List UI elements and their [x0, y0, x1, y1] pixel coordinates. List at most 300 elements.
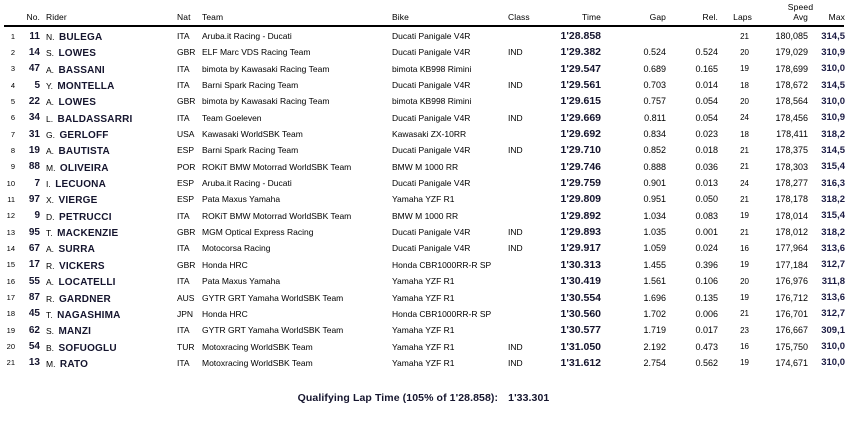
- position-cell: 13: [6, 227, 15, 237]
- bike-cell: Yamaha YZF R1: [392, 194, 455, 205]
- table-row: [0, 60, 847, 76]
- table-row: [0, 125, 847, 141]
- team-cell: GYTR GRT Yamaha WorldSBK Team: [202, 325, 344, 336]
- team-cell: Kawasaki WorldSBK Team: [202, 129, 303, 140]
- rider-cell: [40, 354, 174, 372]
- rider-initial: M.: [46, 358, 56, 369]
- relative-gap-cell: 0.006: [695, 308, 718, 319]
- laps-cell: 21: [740, 194, 749, 204]
- rider-surname: LECUONA: [55, 179, 107, 191]
- rider-cell: [40, 272, 174, 290]
- max-speed-cell: 313,6: [821, 242, 845, 254]
- rider-cell: [40, 60, 174, 78]
- max-speed-cell: 316,3: [821, 177, 845, 189]
- position-cell: 3: [10, 64, 15, 74]
- table-row: [0, 141, 847, 157]
- avg-speed-cell: 178,456: [775, 112, 808, 123]
- col-header-team: Team: [202, 12, 224, 22]
- rider-cell: [40, 125, 174, 143]
- col-header-laps: Laps: [733, 12, 752, 22]
- team-cell: Aruba.it Racing - Ducati: [202, 31, 292, 41]
- laps-cell: 16: [740, 243, 749, 253]
- nationality-cell: USA: [177, 129, 195, 140]
- rider-cell: [40, 223, 174, 241]
- avg-speed-cell: 176,701: [775, 308, 808, 319]
- nationality-cell: GBR: [177, 259, 196, 270]
- gap-cell: 2.192: [643, 341, 666, 352]
- rider-cell: [40, 207, 174, 225]
- lap-time-cell: 1'29.561: [560, 79, 601, 92]
- nationality-cell: GBR: [177, 227, 196, 238]
- rider-initial: A.: [46, 277, 55, 288]
- lap-time-cell: 1'29.669: [560, 111, 601, 124]
- lap-time-cell: 1'29.692: [560, 128, 601, 141]
- lap-time-cell: 1'29.382: [560, 46, 601, 59]
- lap-time-cell: 1'30.419: [560, 275, 601, 288]
- bike-cell: Honda CBR1000RR-R SP: [392, 259, 492, 270]
- laps-cell: 19: [740, 211, 749, 221]
- table-row: [0, 207, 847, 223]
- gap-cell: 0.834: [643, 129, 666, 140]
- max-speed-cell: 310,9: [821, 112, 845, 124]
- position-cell: 2: [10, 47, 15, 57]
- relative-gap-cell: 0.083: [695, 210, 718, 221]
- rider-surname: NAGASHIMA: [57, 309, 121, 321]
- relative-gap-cell: 0.036: [695, 161, 718, 172]
- col-header-rider: Rider: [46, 12, 67, 22]
- lap-time-cell: 1'29.746: [560, 160, 601, 173]
- rider-initial: D.: [46, 211, 55, 222]
- laps-cell: 24: [740, 178, 749, 188]
- max-speed-cell: 309,1: [821, 324, 845, 336]
- bike-number-cell: 54: [28, 341, 40, 353]
- relative-gap-cell: 0.165: [695, 63, 718, 74]
- position-cell: 10: [6, 178, 15, 188]
- relative-gap-cell: 0.018: [695, 145, 718, 156]
- rider-cell: [40, 321, 174, 339]
- bike-number-cell: 67: [28, 242, 40, 254]
- avg-speed-cell: 178,012: [775, 227, 808, 238]
- max-speed-cell: 310,0: [821, 357, 845, 369]
- bike-cell: bimota KB998 Rimini: [392, 63, 472, 74]
- rider-surname: PETRUCCI: [58, 211, 112, 223]
- speed-group-band: [0, 0, 847, 12]
- position-cell: 21: [6, 358, 15, 368]
- rider-cell: [40, 43, 174, 61]
- bike-cell: Yamaha YZF R1: [392, 276, 455, 287]
- table-row: [0, 27, 847, 43]
- bike-cell: Ducati Panigale V4R: [392, 80, 471, 91]
- col-header-nat: Nat: [177, 12, 191, 22]
- lap-time-cell: 1'29.759: [560, 177, 601, 190]
- bike-cell: Ducati Panigale V4R: [392, 243, 471, 254]
- qualifying-lap-time-value: 1'33.301: [508, 392, 550, 404]
- team-cell: Team Goeleven: [202, 112, 262, 123]
- rider-surname: VIERGE: [58, 195, 98, 207]
- relative-gap-cell: 0.054: [695, 96, 718, 107]
- qualifying-lap-time-label: Qualifying Lap Time (105% of 1'28.858):: [297, 392, 499, 404]
- avg-speed-cell: 178,014: [775, 210, 808, 221]
- bike-cell: Ducati Panigale V4R: [392, 112, 471, 123]
- bike-number-cell: 55: [28, 275, 40, 287]
- max-speed-cell: 310,9: [821, 46, 845, 58]
- laps-cell: 21: [740, 162, 749, 172]
- rider-cell: [40, 338, 174, 356]
- gap-cell: 1.719: [643, 325, 666, 336]
- bike-cell: Kawasaki ZX-10RR: [392, 129, 467, 140]
- qualifying-lap-time-note: [0, 392, 847, 404]
- rider-initial: S.: [46, 48, 55, 59]
- lap-time-cell: 1'29.615: [560, 95, 601, 108]
- col-header-avg: Avg: [793, 12, 808, 22]
- bike-cell: Yamaha YZF R1: [392, 341, 455, 352]
- bike-number-cell: 11: [29, 30, 40, 42]
- relative-gap-cell: 0.017: [695, 325, 718, 336]
- nationality-cell: JPN: [177, 308, 194, 319]
- bike-cell: Ducati Panigale V4R: [392, 31, 471, 41]
- table-row: [0, 321, 847, 337]
- class-cell: IND: [508, 80, 523, 91]
- col-header-max: Max: [828, 12, 845, 22]
- rider-surname: BAUTISTA: [58, 146, 110, 158]
- rider-cell: [40, 76, 174, 94]
- rider-initial: X.: [46, 195, 55, 206]
- team-cell: Motoxracing WorldSBK Team: [202, 341, 313, 352]
- table-row: [0, 239, 847, 255]
- position-cell: 15: [6, 260, 15, 270]
- nationality-cell: ESP: [177, 145, 195, 156]
- position-cell: 6: [10, 113, 15, 123]
- rider-initial: T.: [46, 228, 53, 239]
- lap-time-cell: 1'29.892: [560, 209, 601, 222]
- position-cell: 18: [6, 309, 15, 319]
- bike-cell: Yamaha YZF R1: [392, 357, 455, 368]
- team-cell: Barni Spark Racing Team: [202, 145, 299, 156]
- avg-speed-cell: 178,375: [775, 145, 808, 156]
- rider-initial: A.: [46, 97, 55, 108]
- lap-time-cell: 1'29.809: [560, 193, 601, 206]
- bike-cell: BMW M 1000 RR: [392, 161, 459, 172]
- table-row: [0, 158, 847, 174]
- nationality-cell: ITA: [177, 243, 190, 254]
- class-cell: IND: [508, 357, 523, 368]
- max-speed-cell: 315,4: [821, 161, 845, 173]
- bike-number-cell: 7: [34, 177, 40, 189]
- relative-gap-cell: 0.001: [695, 227, 718, 238]
- team-cell: GYTR GRT Yamaha WorldSBK Team: [202, 292, 344, 303]
- relative-gap-cell: 0.473: [695, 341, 718, 352]
- bike-number-cell: 31: [28, 128, 40, 140]
- rider-surname: BASSANI: [58, 64, 105, 76]
- team-cell: bimota by Kawasaki Racing Team: [202, 96, 330, 107]
- relative-gap-cell: 0.014: [695, 80, 718, 91]
- team-cell: MGM Optical Express Racing: [202, 227, 314, 238]
- rider-surname: SURRA: [58, 244, 96, 256]
- rider-cell: [40, 158, 174, 176]
- table-row: [0, 256, 847, 272]
- rider-initial: Y.: [46, 81, 53, 92]
- col-header-class: Class: [508, 12, 530, 22]
- class-cell: IND: [508, 243, 523, 254]
- position-cell: 8: [10, 145, 15, 155]
- team-cell: Barni Spark Racing Team: [202, 80, 299, 91]
- bike-cell: Yamaha YZF R1: [392, 292, 455, 303]
- avg-speed-cell: 178,277: [775, 178, 808, 189]
- table-row: [0, 92, 847, 108]
- position-cell: 7: [10, 129, 15, 139]
- laps-cell: 19: [740, 358, 749, 368]
- team-cell: ELF Marc VDS Racing Team: [202, 47, 311, 58]
- table-row: [0, 223, 847, 239]
- laps-cell: 21: [740, 145, 749, 155]
- bike-cell: Ducati Panigale V4R: [392, 47, 471, 58]
- bike-number-cell: 19: [28, 144, 40, 156]
- relative-gap-cell: 0.106: [695, 276, 718, 287]
- bike-cell: Ducati Panigale V4R: [392, 227, 471, 238]
- rider-cell: [40, 109, 174, 127]
- position-cell: 14: [6, 243, 15, 253]
- team-cell: Motocorsa Racing: [202, 243, 271, 254]
- column-header-row: [0, 12, 847, 23]
- team-cell: Honda HRC: [202, 308, 248, 319]
- avg-speed-cell: 178,564: [775, 96, 808, 107]
- position-cell: 20: [6, 342, 15, 352]
- max-speed-cell: 314,5: [821, 79, 845, 91]
- rider-initial: R.: [46, 293, 55, 304]
- nationality-cell: POR: [177, 161, 196, 172]
- lap-time-cell: 1'30.313: [560, 258, 601, 271]
- rider-initial: L.: [46, 113, 54, 124]
- rider-surname: BALDASSARRI: [57, 113, 133, 125]
- rider-surname: MONTELLA: [57, 81, 115, 93]
- nationality-cell: ITA: [177, 31, 190, 41]
- lap-time-cell: 1'29.917: [560, 242, 601, 255]
- lap-time-cell: 1'29.710: [560, 144, 601, 157]
- nationality-cell: ITA: [177, 63, 190, 74]
- bike-number-cell: 88: [28, 161, 40, 173]
- position-cell: 9: [10, 162, 15, 172]
- max-speed-cell: 314,5: [821, 144, 845, 156]
- laps-cell: 24: [740, 113, 749, 123]
- relative-gap-cell: 0.054: [695, 112, 718, 123]
- lap-time-cell: 1'30.577: [560, 324, 601, 337]
- table-row: [0, 354, 847, 370]
- bike-cell: Ducati Panigale V4R: [392, 145, 471, 156]
- laps-cell: 18: [740, 80, 749, 90]
- bike-number-cell: 17: [28, 259, 40, 271]
- nationality-cell: ESP: [177, 194, 195, 205]
- laps-cell: 19: [740, 64, 749, 74]
- rider-surname: VICKERS: [58, 260, 105, 272]
- position-cell: 17: [6, 293, 15, 302]
- bike-number-cell: 45: [28, 308, 40, 320]
- avg-speed-cell: 180,085: [775, 31, 808, 41]
- class-cell: IND: [508, 341, 523, 352]
- max-speed-cell: 312,7: [821, 259, 845, 271]
- bike-number-cell: 5: [34, 79, 40, 91]
- bike-number-cell: 97: [28, 193, 40, 205]
- max-speed-cell: 318,2: [821, 226, 845, 238]
- rider-cell: [40, 256, 174, 274]
- gap-cell: 0.852: [643, 145, 666, 156]
- avg-speed-cell: 178,303: [775, 161, 808, 172]
- rider-initial: R.: [46, 260, 55, 271]
- class-cell: IND: [508, 112, 523, 123]
- gap-cell: 1.034: [643, 210, 666, 221]
- position-cell: 11: [7, 194, 15, 204]
- class-cell: IND: [508, 145, 523, 156]
- rider-cell: [40, 174, 174, 192]
- gap-cell: 1.702: [643, 308, 666, 319]
- rider-surname: MACKENZIE: [57, 228, 119, 240]
- bike-number-cell: 13: [28, 357, 40, 369]
- relative-gap-cell: 0.562: [695, 357, 718, 368]
- rider-initial: A.: [46, 146, 55, 157]
- rider-initial: G.: [46, 130, 55, 141]
- lap-time-cell: 1'29.547: [560, 62, 601, 75]
- max-speed-cell: 313,6: [821, 292, 845, 303]
- table-row: [0, 305, 847, 321]
- avg-speed-cell: 174,671: [775, 357, 808, 368]
- rider-surname: LOWES: [58, 48, 97, 60]
- lap-time-cell: 1'30.560: [560, 307, 601, 320]
- gap-cell: 1.561: [643, 276, 666, 287]
- max-speed-cell: 318,2: [821, 128, 845, 140]
- nationality-cell: ITA: [177, 80, 190, 91]
- speed-group-label: Speed: [787, 2, 814, 12]
- lap-time-cell: 1'31.050: [560, 340, 601, 353]
- team-cell: bimota by Kawasaki Racing Team: [202, 63, 330, 74]
- gap-cell: 0.951: [643, 194, 666, 205]
- position-cell: 16: [6, 276, 15, 286]
- bike-cell: bimota KB998 Rimini: [392, 96, 472, 107]
- rider-surname: MANZI: [58, 326, 92, 338]
- team-cell: Pata Maxus Yamaha: [202, 194, 281, 205]
- max-speed-cell: 315,4: [821, 210, 845, 222]
- bike-number-cell: 62: [28, 324, 40, 336]
- nationality-cell: AUS: [177, 292, 195, 303]
- rider-cell: [40, 190, 174, 208]
- gap-cell: 0.811: [644, 112, 666, 123]
- avg-speed-cell: 178,699: [775, 63, 808, 74]
- nationality-cell: ITA: [177, 276, 190, 287]
- laps-cell: 23: [740, 325, 749, 335]
- rider-cell: [40, 27, 174, 45]
- avg-speed-cell: 178,411: [776, 129, 808, 140]
- rider-surname: RATO: [59, 358, 89, 370]
- rider-surname: GARDNER: [58, 293, 111, 305]
- table-row: [0, 43, 847, 59]
- relative-gap-cell: 0.524: [695, 47, 718, 58]
- nationality-cell: ITA: [177, 325, 190, 336]
- max-speed-cell: 314,5: [821, 30, 845, 42]
- rider-initial: N.: [46, 32, 55, 42]
- laps-cell: 18: [740, 129, 749, 139]
- rider-initial: A.: [46, 244, 55, 255]
- avg-speed-cell: 176,667: [775, 325, 808, 336]
- bike-number-cell: 14: [28, 46, 40, 58]
- max-speed-cell: 310,0: [821, 63, 845, 75]
- laps-cell: 20: [740, 47, 749, 57]
- rider-cell: [40, 239, 174, 257]
- table-row: [0, 338, 847, 354]
- team-cell: ROKiT BMW Motorrad WorldSBK Team: [202, 161, 352, 172]
- max-speed-cell: 310,0: [821, 95, 845, 107]
- laps-cell: 21: [740, 227, 749, 237]
- relative-gap-cell: 0.024: [695, 243, 718, 254]
- gap-cell: 1.035: [643, 227, 666, 238]
- bike-cell: Honda CBR1000RR-R SP: [392, 308, 492, 319]
- col-header-gap: Gap: [649, 12, 666, 22]
- avg-speed-cell: 176,976: [775, 276, 808, 287]
- team-cell: Motoxracing WorldSBK Team: [202, 357, 313, 368]
- col-header-bike: Bike: [392, 12, 409, 22]
- table-row: [0, 174, 847, 190]
- relative-gap-cell: 0.050: [695, 194, 718, 205]
- rider-initial: M.: [46, 162, 56, 173]
- rider-surname: LOCATELLI: [58, 277, 116, 289]
- gap-cell: 0.888: [643, 161, 666, 172]
- avg-speed-cell: 178,178: [775, 194, 808, 205]
- team-cell: Aruba.it Racing - Ducati: [202, 178, 292, 189]
- team-cell: ROKiT BMW Motorrad WorldSBK Team: [202, 210, 352, 221]
- results-rows: [0, 27, 847, 370]
- laps-cell: 19: [740, 293, 749, 302]
- rider-surname: LOWES: [58, 97, 97, 109]
- position-cell: 4: [10, 80, 15, 90]
- table-row: [0, 190, 847, 206]
- rider-initial: T.: [46, 309, 53, 320]
- max-speed-cell: 311,8: [821, 275, 845, 287]
- rider-cell: [40, 305, 174, 323]
- relative-gap-cell: 0.023: [695, 129, 718, 140]
- col-header-rel: Rel.: [702, 12, 718, 22]
- avg-speed-cell: 177,964: [775, 243, 808, 254]
- position-cell: 1: [10, 31, 15, 41]
- laps-cell: 19: [740, 260, 749, 270]
- rider-surname: SOFUOGLU: [58, 342, 117, 354]
- col-header-no: No.: [26, 12, 40, 22]
- position-cell: 5: [10, 96, 15, 106]
- rider-initial: A.: [46, 64, 55, 75]
- avg-speed-cell: 175,750: [775, 341, 808, 352]
- relative-gap-cell: 0.135: [695, 292, 718, 303]
- position-cell: 12: [6, 211, 15, 221]
- max-speed-cell: 312,7: [821, 308, 845, 320]
- gap-cell: 1.696: [643, 292, 666, 303]
- laps-cell: 20: [740, 96, 749, 106]
- table-header: [0, 0, 847, 27]
- avg-speed-cell: 178,672: [775, 80, 808, 91]
- gap-cell: 0.703: [643, 80, 666, 91]
- table-row: [0, 109, 847, 125]
- bike-number-cell: 47: [28, 63, 40, 75]
- gap-cell: 2.754: [643, 357, 666, 368]
- bike-cell: BMW M 1000 RR: [392, 210, 459, 221]
- laps-cell: 21: [740, 31, 749, 41]
- nationality-cell: GBR: [177, 47, 196, 58]
- gap-cell: 1.455: [643, 259, 666, 270]
- nationality-cell: ESP: [177, 178, 195, 189]
- rider-initial: I.: [46, 179, 51, 190]
- gap-cell: 0.689: [643, 63, 666, 74]
- bike-number-cell: 9: [34, 210, 40, 222]
- team-cell: Pata Maxus Yamaha: [202, 276, 281, 287]
- rider-initial: S.: [46, 326, 55, 337]
- nationality-cell: TUR: [177, 341, 195, 352]
- avg-speed-cell: 176,712: [775, 292, 808, 303]
- table-row: [0, 289, 847, 305]
